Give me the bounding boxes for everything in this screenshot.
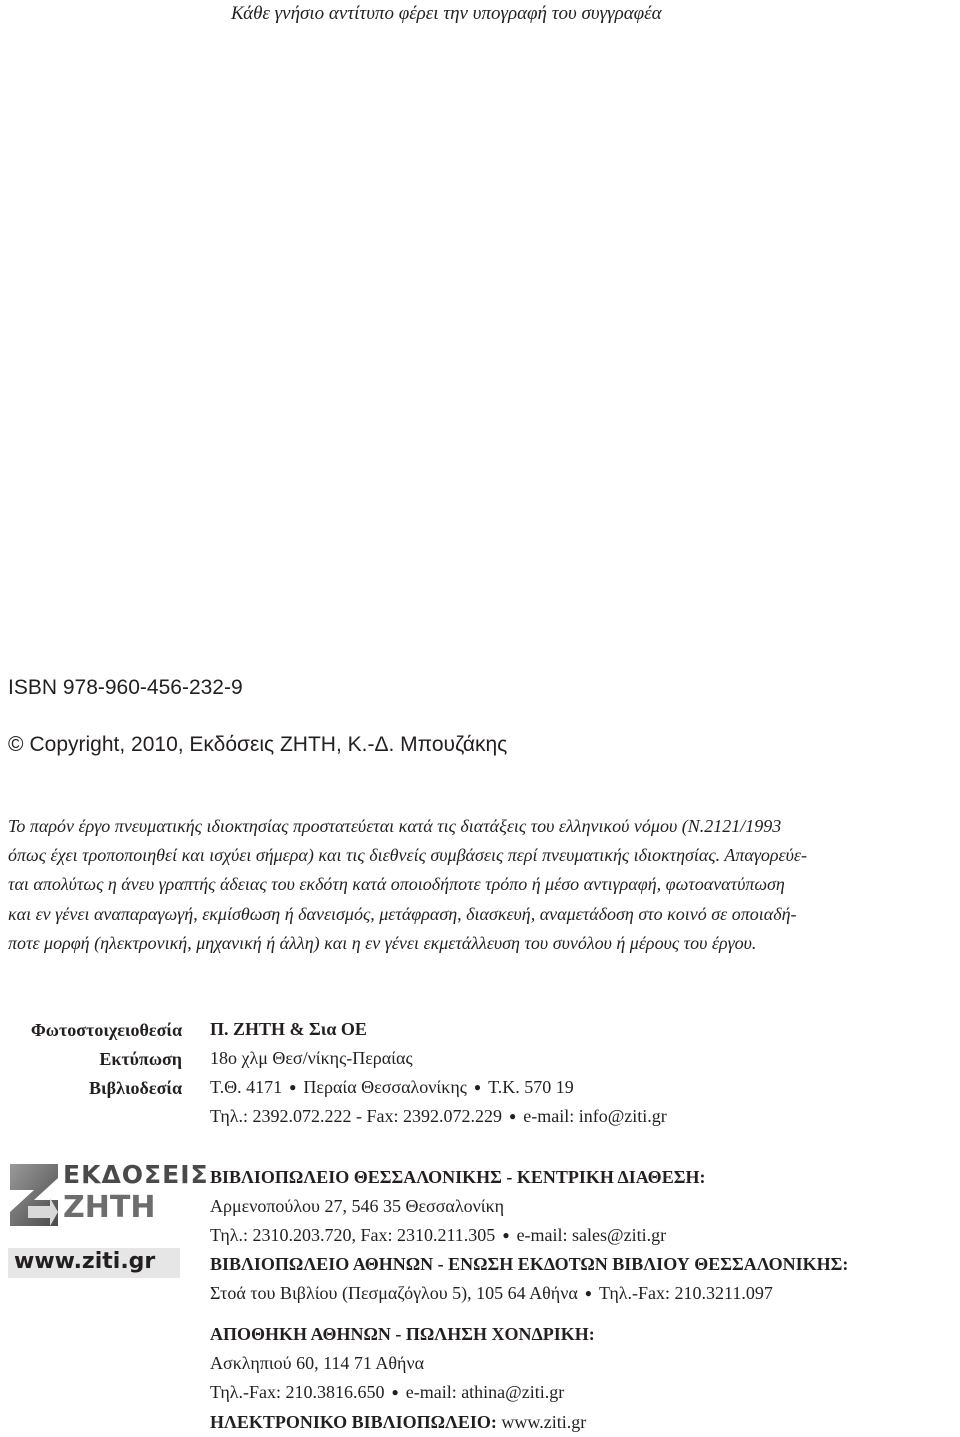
bookstore-contact xyxy=(210,1279,848,1308)
bookstore-contact xyxy=(210,1221,705,1250)
warehouse-athens xyxy=(210,1320,595,1407)
printer-postal xyxy=(210,1073,667,1102)
legal-line: όπως έχει τροποποιηθεί και ισχύει σήμερα) και τις διεθνείς συμβάσεις περί πνευματικής ιδιοκτησίας. Απαγορεύε- xyxy=(8,845,807,866)
bookstore-heading: ΒΙΒΛΙΟΠΩΛΕΙΟ ΑΘΗΝΩΝ - ΕΝΩΣΗ ΕΚΔΟΤΩΝ ΒΙΒΛΙΟΥ ΘΕΣΣΑΛΟΝΙΚΗΣ: xyxy=(210,1254,849,1274)
role-binding: Βιβλιοδεσία xyxy=(89,1078,182,1098)
bullet-icon: ● xyxy=(473,1080,482,1094)
warehouse-phone-fax: Τηλ.-Fax: 210.3816.650 xyxy=(210,1382,385,1402)
bullet-icon: ● xyxy=(289,1080,297,1094)
warehouse-heading: ΑΠΟΘΗΚΗ ΑΘΗΝΩΝ - ΠΩΛΗΣΗ ΧΟΝΔΡΙΚΗ: xyxy=(210,1324,595,1344)
bookstore-email: e-mail: sales@ziti.gr xyxy=(516,1225,667,1245)
printer-po-box: Τ.Θ. 4171 xyxy=(210,1077,283,1097)
logo-url-bar xyxy=(8,1248,180,1278)
copyright-symbol: © xyxy=(8,733,24,756)
bookstore-heading: ΒΙΒΛΙΟΠΩΛΕΙΟ ΘΕΣΣΑΛΟΝΙΚΗΣ - ΚΕΝΤΡΙΚΗ ΔΙΑΘΕΣΗ: xyxy=(210,1167,706,1187)
printer-details xyxy=(210,1015,667,1131)
printer-email: e-mail: info@ziti.gr xyxy=(523,1106,667,1126)
bullet-icon: ● xyxy=(584,1286,593,1300)
logo-top-text: ΕΚΔΟΣΕΙΣ xyxy=(63,1160,209,1189)
legal-line: και εν γένει αναπαραγωγή, εκμίσθωση ή δανεισμός, μετάφραση, διασκευή, αναμετάδοση στο κοινό σε οποιαδή- xyxy=(8,903,797,924)
warehouse-address: Ασκληπιού 60, 114 71 Αθήνα xyxy=(210,1353,425,1373)
eshop-label: ΗΛΕΚΤΡΟΝΙΚΟ ΒΙΒΛΙΟΠΩΛΕΙΟ: xyxy=(210,1412,497,1432)
printer-name: Π. ΖΗΤΗ & Σια ΟΕ xyxy=(210,1019,367,1039)
legal-line: Το παρόν έργο πνευματικής ιδιοκτησίας προστατεύεται κατά τις διατάξεις του ελληνικού νόμου (Ν.2121/1993 xyxy=(8,816,782,836)
warehouse-contact xyxy=(210,1378,595,1407)
bookstore-phone-fax: Τηλ.-Fax: 210.3211.097 xyxy=(599,1283,773,1303)
printer-address: 18ο χλμ Θεσ/νίκης-Περαίας xyxy=(210,1048,413,1068)
bullet-icon: ● xyxy=(391,1385,399,1399)
bookstore-address: Στοά του Βιβλίου (Πεσμαζόγλου 5), 105 64 Αθήνα xyxy=(210,1283,578,1303)
legal-line: ται απολύτως η άνευ γραπτής άδειας του εκδότη κατά οποιοδήποτε τρόπο ή μέσο αντιγραφή, φωτοανατύπωση xyxy=(8,874,785,895)
warehouse-email: e-mail: athina@ziti.gr xyxy=(405,1382,565,1402)
printer-postcode: Τ.Κ. 570 19 xyxy=(488,1077,574,1097)
production-roles xyxy=(8,1016,182,1103)
publisher-logo xyxy=(8,1160,209,1280)
copyright-line xyxy=(8,733,507,757)
online-bookstore xyxy=(210,1408,586,1437)
role-printing: Εκτύπωση xyxy=(99,1049,182,1069)
bookstore-phone-fax: Τηλ.: 2310.203.720, Fax: 2310.211.305 xyxy=(210,1225,496,1245)
signature-note: Κάθε γνήσιο αντίτυπο φέρει την υπογραφή του συγγραφέα xyxy=(231,3,662,24)
printer-city: Περαία Θεσσαλονίκης xyxy=(303,1077,467,1097)
legal-line: ποτε μορφή (ηλεκτρονική, μηχανική ή άλλη) και η εν γένει εκμετάλλευση του συνόλου ή μέρους του έργου. xyxy=(8,932,757,953)
bullet-icon: ● xyxy=(508,1109,517,1123)
printer-phone-fax: Τηλ.: 2392.072.222 - Fax: 2392.072.229 xyxy=(210,1106,502,1126)
eshop-url[interactable]: www.ziti.gr xyxy=(501,1412,587,1432)
bookstore-athens xyxy=(210,1250,848,1308)
printer-contact xyxy=(210,1102,667,1131)
logo-url: www.ziti.gr xyxy=(14,1249,156,1274)
role-typesetting: Φωτοστοιχειοθεσία xyxy=(30,1020,182,1040)
bookstore-thessaloniki xyxy=(210,1163,705,1250)
bullet-icon: ● xyxy=(502,1228,510,1242)
isbn: ISBN 978-960-456-232-9 xyxy=(8,676,243,699)
logo-bottom-text: ΖΗΤΗ xyxy=(63,1190,156,1225)
copyright-text: Copyright, 2010, Εκδόσεις ΖΗΤΗ, Κ.-Δ. Μπουζάκης xyxy=(29,733,508,756)
bookstore-address: Αρμενοπούλου 27, 546 35 Θεσσαλονίκη xyxy=(210,1196,505,1216)
copyright-legal-notice xyxy=(8,812,954,958)
ziti-logo-icon xyxy=(8,1160,60,1230)
